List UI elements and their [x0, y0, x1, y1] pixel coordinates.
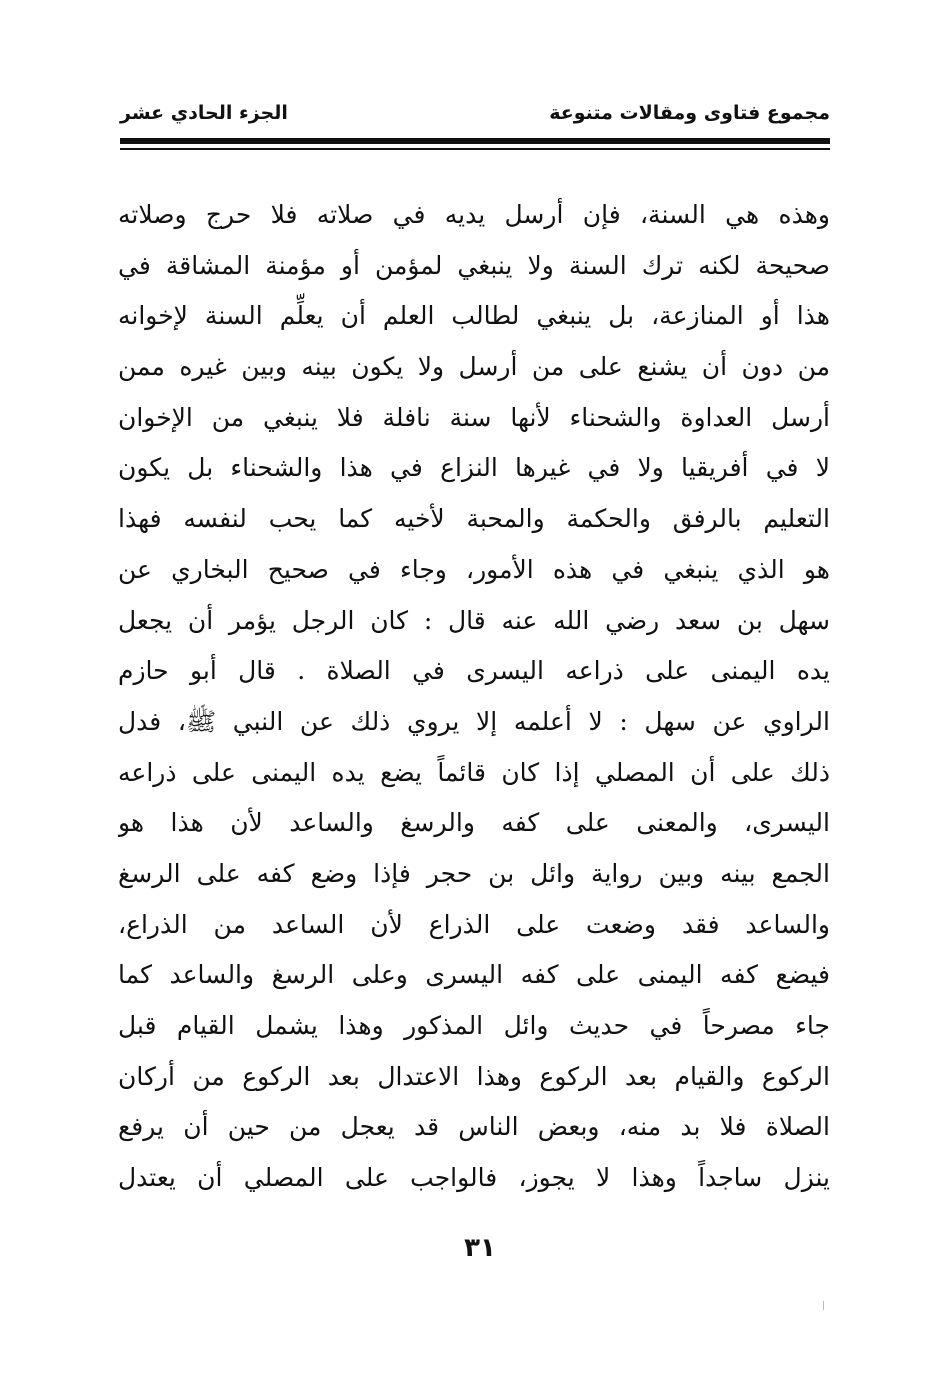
text-line: لا في أفريقيا ولا في غيرها النزاع في هذا والشحناء بل يكون	[118, 453, 830, 483]
volume-label: الجزء الحادي عشر	[120, 102, 288, 124]
book-title: مجموع فتاوى ومقالات متنوعة	[549, 102, 830, 124]
text-line: الراوي عن سهل : لا أعلمه إلا يروي ذلك عن النبي ﷺ، فدل	[118, 706, 830, 736]
text-line: يده اليمنى على ذراعه اليسرى في الصلاة . قال أبو حازم	[118, 656, 830, 686]
text-line: الركوع والقيام بعد الركوع وهذا الاعتدال بعد الركوع من أركان	[118, 1061, 830, 1091]
page-number: ٣١	[464, 1233, 496, 1263]
text-line: سهل بن سعد رضي الله عنه قال : كان الرجل يؤمر أن يجعل	[118, 605, 830, 635]
scan-speck	[823, 1301, 824, 1310]
text-line: صحيحة لكنه ترك السنة ولا ينبغي لمؤمن أو مؤمنة المشاقة في	[118, 250, 830, 280]
text-line: فيضع كفه اليمنى على كفه اليسرى وعلى الرسغ والساعد كما	[118, 960, 830, 990]
text-line: الصلاة فلا بد منه، وبعض الناس قد يعجل من حين أن يرفع	[118, 1112, 830, 1142]
text-line: والساعد فقد وضعت على الذراع لأن الساعد من الذراع،	[118, 909, 830, 939]
text-line: اليسرى، والمعنى على كفه والرسغ والساعد لأن هذا هو	[118, 808, 830, 838]
running-header	[120, 100, 830, 136]
text-line: التعليم بالرفق والحكمة والمحبة لأخيه كما يحب لنفسه فهذا	[118, 504, 830, 534]
text-line: من دون أن يشنع على من أرسل ولا يكون بينه وبين غيره ممن	[118, 352, 830, 382]
text-line: هو الذي ينبغي في هذه الأمور، وجاء في صحيح البخاري عن	[118, 554, 830, 584]
text-line: الجمع بينه وبين رواية وائل بن حجر فإذا وضع كفه على الرسغ	[118, 858, 830, 888]
text-line: أرسل العداوة والشحناء لأنها سنة نافلة فلا ينبغي من الإخوان	[118, 402, 830, 432]
text-line: ينزل ساجداً وهذا لا يجوز، فالواجب على المصلي أن يعتدل	[118, 1163, 830, 1193]
text-line: وهذه هي السنة، فإن أرسل يديه في صلاته فلا حرج وصلاته	[118, 200, 830, 229]
text-line: جاء مصرحاً في حديث وائل المذكور وهذا يشمل القيام قبل	[118, 1011, 830, 1040]
header-rule-thin	[120, 148, 830, 150]
header-rule-thick	[120, 138, 830, 144]
body-text	[118, 190, 830, 1204]
text-line: ذلك على أن المصلي إذا كان قائماً يضع يده اليمنى على ذراعه	[118, 757, 830, 787]
text-line: هذا أو المنازعة، بل ينبغي لطالب العلم أن يعلِّم السنة لإخوانه	[118, 301, 830, 331]
